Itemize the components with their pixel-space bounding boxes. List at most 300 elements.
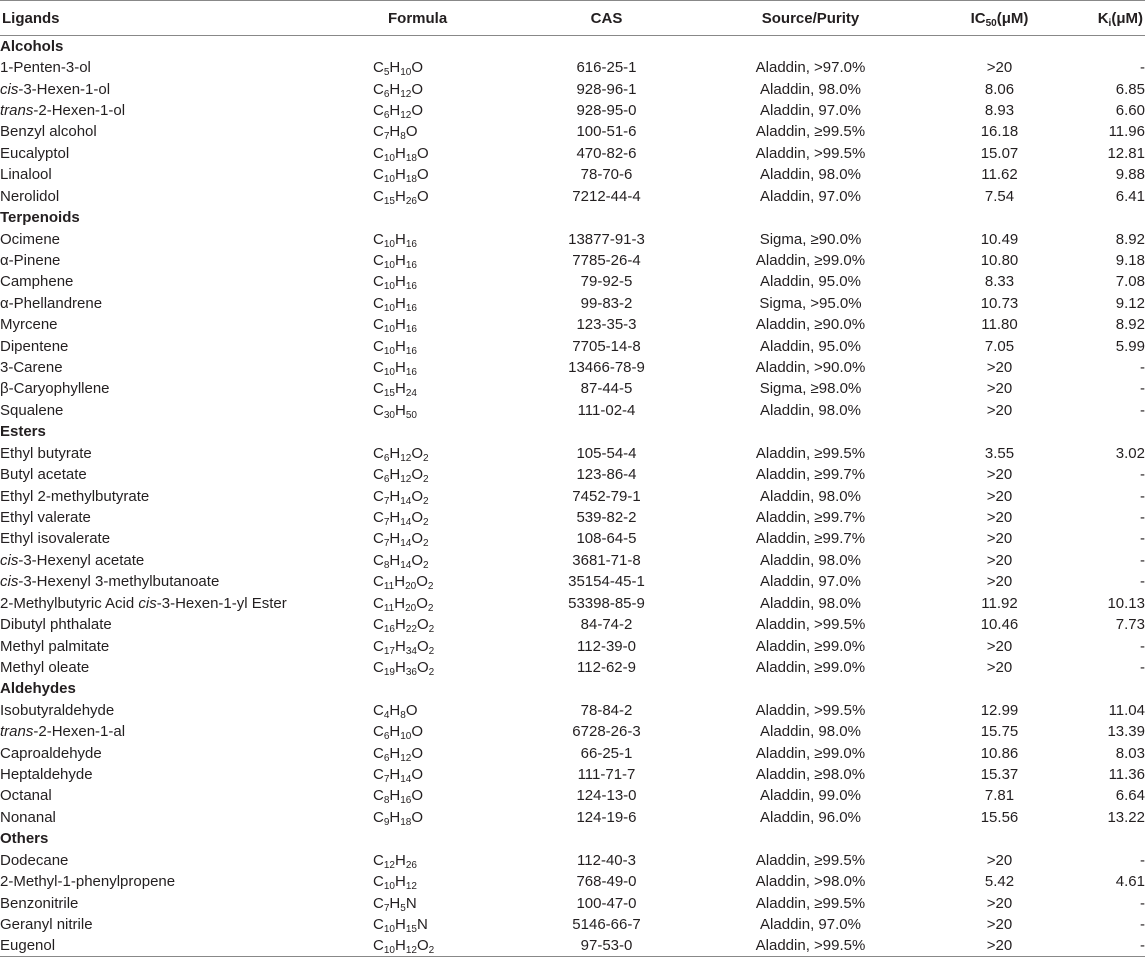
- ligand-prefix: cis: [0, 80, 19, 98]
- ic50-cell: >20: [986, 359, 1013, 377]
- column-header-ic50: [929, 1, 1070, 36]
- ic50-cell: >20: [986, 851, 1013, 869]
- ligand-cell: [0, 443, 373, 464]
- ki-cell: -: [1140, 851, 1145, 869]
- ic50-cell: 8.33: [984, 273, 1015, 291]
- ki-cell: 11.36: [1108, 766, 1145, 784]
- cas-cell: 7785-26-4: [572, 251, 641, 269]
- ic50-cell: >20: [986, 59, 1013, 77]
- ligand-name: -3-Hexen-1-ol: [18, 80, 111, 98]
- formula-subscript: 6: [383, 88, 390, 100]
- cas-cell: 78-70-6: [580, 166, 633, 184]
- table-row: [0, 164, 1145, 185]
- ligand-cell: [0, 271, 373, 292]
- formula-element: C: [373, 701, 384, 719]
- source-purity-cell: Aladdin, 97.0%: [760, 101, 861, 119]
- ic50-cell: >20: [986, 551, 1013, 569]
- formula-cell: [373, 357, 521, 378]
- ligand-cell: [0, 250, 373, 271]
- cas-cell: 928-95-0: [576, 101, 637, 119]
- source-purity-cell: Aladdin, ≥99.5%: [755, 894, 866, 912]
- source-purity-cell: Aladdin, 95.0%: [760, 337, 861, 355]
- formula-element: O: [411, 466, 424, 484]
- formula-element: O: [411, 551, 424, 569]
- ic50-cell: >20: [929, 935, 1070, 956]
- ligand-name: β-Caryophyllene: [0, 380, 110, 398]
- cas-cell: 111-71-7: [577, 766, 636, 784]
- ligand-cell: [0, 185, 373, 206]
- formula-element: C: [373, 359, 384, 377]
- source-purity-cell: Aladdin, ≥99.0%: [755, 658, 866, 676]
- ligand-cell: [0, 314, 373, 335]
- source-purity-cell: Aladdin, 98.0%: [760, 551, 861, 569]
- source-purity-cell: Aladdin, >97.0%: [755, 59, 866, 77]
- ligand-name: Camphene: [0, 273, 74, 291]
- cas-cell: 768-49-0: [576, 873, 637, 891]
- formula-element: H: [389, 80, 401, 98]
- ligand-name: α-Phellandrene: [0, 294, 103, 312]
- cas-cell: 539-82-2: [576, 508, 637, 526]
- table-row: [0, 507, 1145, 528]
- group-label: Esters: [0, 423, 46, 441]
- source-purity-cell: Aladdin, >99.5%: [692, 935, 929, 956]
- source-purity-cell: Aladdin, ≥99.5%: [755, 851, 866, 869]
- formula-subscript: 2: [428, 645, 435, 657]
- ligand-name: -3-Hexen-1-yl Ester: [156, 594, 287, 612]
- ki-cell: -: [1140, 573, 1145, 591]
- formula-subscript: 15: [383, 195, 395, 207]
- ligand-name: Heptaldehyde: [0, 766, 93, 784]
- ligand-cell: [0, 528, 373, 549]
- formula-element: C: [373, 594, 384, 612]
- ic50-cell: >20: [986, 530, 1013, 548]
- table-row: [0, 742, 1145, 763]
- ki-cell: 13.22: [1107, 808, 1145, 826]
- formula-subscript: 26: [405, 195, 417, 207]
- table-row: [0, 464, 1145, 485]
- formula-element: C: [373, 187, 384, 205]
- formula-subscript: 10: [383, 324, 395, 336]
- formula-subscript: 10: [383, 302, 395, 314]
- ic50-cell: 16.18: [980, 123, 1019, 141]
- cas-cell: 108-64-5: [576, 530, 637, 548]
- ligand-cell: [0, 764, 373, 785]
- cas-cell: 66-25-1: [580, 744, 633, 762]
- formula-cell: [373, 100, 521, 121]
- formula-element: C: [373, 573, 384, 591]
- cas-cell: 84-74-2: [580, 616, 633, 634]
- formula-element: C: [373, 230, 384, 248]
- formula-cell: [373, 764, 521, 785]
- formula-element: H: [394, 401, 406, 419]
- ligand-name: Ethyl 2-methylbutyrate: [0, 487, 150, 505]
- formula-subscript: 2: [428, 945, 435, 957]
- formula-element: H: [394, 316, 406, 334]
- formula-cell: [373, 485, 521, 506]
- ki-cell: 5.99: [1115, 337, 1145, 355]
- formula-subscript: 14: [400, 495, 412, 507]
- formula-subscript: 5: [383, 67, 390, 79]
- formula-subscript: 7: [383, 902, 390, 914]
- source-purity-cell: Sigma, ≥90.0%: [759, 230, 862, 248]
- ic50-cell: >20: [986, 894, 1013, 912]
- formula-subscript: 10: [400, 731, 412, 743]
- source-purity-cell: Aladdin, ≥99.7%: [755, 466, 866, 484]
- ligand-name: Ocimene: [0, 230, 61, 248]
- formula-element: O: [416, 187, 429, 205]
- formula-element: O: [411, 508, 424, 526]
- table-row: [0, 228, 1145, 249]
- formula-element: O: [416, 937, 429, 955]
- source-purity-cell: Aladdin, 97.0%: [760, 187, 861, 205]
- cas-cell: 79-92-5: [580, 273, 633, 291]
- ligand-name: Nonanal: [0, 808, 56, 826]
- ligand-prefix: trans: [0, 101, 34, 119]
- formula-element: H: [389, 466, 401, 484]
- formula-subscript: 16: [405, 367, 417, 379]
- ligand-name: Eucalyptol: [0, 144, 70, 162]
- ki-cell: 6.41: [1115, 187, 1145, 205]
- ic50-cell: >20: [986, 401, 1013, 419]
- formula-element: H: [394, 230, 406, 248]
- table-row: [0, 914, 1145, 935]
- formula-subscript: 12: [400, 109, 412, 121]
- ki-cell: -: [1140, 894, 1145, 912]
- column-header-ki: [1070, 1, 1145, 36]
- formula-subscript: 36: [405, 666, 417, 678]
- ligand-cell: [0, 57, 373, 78]
- table-row: [0, 335, 1145, 356]
- ic50-cell: 8.06: [984, 80, 1015, 98]
- table-row: [0, 700, 1145, 721]
- formula-element: C: [373, 723, 384, 741]
- formula-element: O: [411, 59, 424, 77]
- formula-element: H: [389, 787, 401, 805]
- formula-subscript: 8: [383, 559, 390, 571]
- formula-subscript: 6: [383, 109, 390, 121]
- column-header-formula: [373, 1, 521, 36]
- formula-subscript: 10: [383, 924, 395, 935]
- ligand-cell: [0, 550, 373, 571]
- ki-cell: 9.18: [1115, 251, 1145, 269]
- column-header-source-purity: [692, 1, 929, 36]
- cas-cell: 6728-26-3: [572, 723, 641, 741]
- ki-cell: 8.03: [1115, 744, 1145, 762]
- formula-element: O: [411, 723, 424, 741]
- formula-element: H: [389, 444, 401, 462]
- formula-cell: [373, 378, 521, 399]
- cas-cell: 470-82-6: [576, 144, 637, 162]
- cas-cell: 99-83-2: [580, 294, 633, 312]
- ligand-name: Myrcene: [0, 316, 58, 334]
- formula-subscript: 2: [427, 581, 434, 593]
- formula-element: H: [394, 380, 406, 398]
- formula-cell: [373, 57, 521, 78]
- formula-element: O: [405, 123, 418, 141]
- ligand-cell: [0, 657, 373, 678]
- formula-element: H: [394, 294, 406, 312]
- formula-element: O: [411, 487, 424, 505]
- table-row: [0, 185, 1145, 206]
- formula-element: H: [394, 937, 406, 955]
- formula-element: C: [373, 444, 384, 462]
- cas-cell: 124-19-6: [576, 808, 637, 826]
- source-purity-cell: Aladdin, 98.0%: [760, 80, 861, 98]
- ic50-cell: 10.80: [980, 251, 1019, 269]
- formula-subscript: 10: [383, 345, 395, 357]
- ligand-name: Benzonitrile: [0, 894, 79, 912]
- formula-cell: [373, 78, 521, 99]
- table-row: [0, 721, 1145, 742]
- subscript: 50: [985, 17, 997, 29]
- cas-cell: 112-40-3: [577, 851, 636, 869]
- ki-cell: -: [1070, 935, 1145, 956]
- header-text: IC: [970, 9, 986, 27]
- column-header-cas: [521, 1, 692, 36]
- ligand-cell: [0, 78, 373, 99]
- formula-element: H: [389, 123, 401, 141]
- source-purity-cell: Aladdin, 98.0%: [760, 487, 861, 505]
- ligand-name: Geranyl nitrile: [0, 916, 93, 933]
- ligand-cell: [0, 357, 373, 378]
- source-purity-cell: Aladdin, >99.5%: [755, 701, 866, 719]
- formula-element: C: [373, 123, 384, 141]
- formula-subscript: 19: [383, 666, 395, 678]
- ligand-prefix: cis: [0, 573, 19, 591]
- formula-element: H: [389, 551, 401, 569]
- ki-cell: -: [1140, 508, 1145, 526]
- ligand-cell: [0, 614, 373, 635]
- source-purity-cell: Aladdin, >98.0%: [755, 873, 866, 891]
- formula-element: O: [416, 573, 428, 591]
- table-row: [0, 378, 1145, 399]
- formula-subscript: 20: [405, 581, 417, 593]
- table-row: [0, 657, 1145, 678]
- formula-element: C: [373, 808, 384, 826]
- source-purity-cell: Aladdin, 97.0%: [760, 573, 861, 591]
- ligand-name: -2-Hexen-1-ol: [33, 101, 126, 119]
- ligand-name: Butyl acetate: [0, 466, 87, 484]
- formula-subscript: 7: [383, 495, 390, 507]
- ligand-cell: [0, 850, 373, 871]
- cas-cell: 124-13-0: [576, 787, 637, 805]
- ligand-cell: [0, 892, 373, 913]
- formula-element: C: [373, 873, 384, 891]
- ligand-cell: [0, 785, 373, 806]
- formula-subscript: 2: [423, 474, 429, 486]
- formula-subscript: 12: [400, 452, 412, 464]
- formula-element: N: [405, 894, 417, 912]
- formula-element: H: [394, 337, 406, 355]
- table-row: [0, 614, 1145, 635]
- ic50-cell: >20: [986, 487, 1013, 505]
- cas-cell: 112-39-0: [577, 637, 636, 655]
- ic50-cell: >20: [986, 916, 1013, 933]
- formula-subscript: 7: [383, 516, 390, 528]
- ki-cell: 12.81: [1107, 144, 1145, 162]
- formula-element: C: [373, 80, 384, 98]
- header-text: Source/Purity: [761, 9, 860, 27]
- formula-subscript: 11: [383, 602, 395, 614]
- ki-cell: 9.88: [1115, 166, 1145, 184]
- formula-cell: [373, 528, 521, 549]
- group-row: [0, 678, 1145, 699]
- formula-subscript: 10: [383, 259, 395, 271]
- ligand-name: Benzyl alcohol: [0, 123, 97, 141]
- cas-cell: 53398-85-9: [568, 594, 645, 612]
- ki-cell: 6.60: [1115, 101, 1145, 119]
- source-purity-cell: Aladdin, ≥99.7%: [755, 530, 866, 548]
- formula-element: H: [394, 637, 406, 655]
- formula-element: O: [416, 658, 429, 676]
- ic50-cell: >20: [986, 637, 1013, 655]
- ligand-prefix: cis: [0, 551, 19, 569]
- formula-subscript: 24: [405, 388, 417, 400]
- formula-cell: [373, 592, 521, 613]
- ic50-cell: 15.75: [980, 723, 1019, 741]
- ligand-name: Octanal: [0, 787, 52, 805]
- ic50-cell: 5.42: [984, 873, 1015, 891]
- ki-cell: 8.92: [1115, 316, 1145, 334]
- ki-cell: 4.61: [1115, 873, 1145, 891]
- formula-subscript: 16: [405, 238, 417, 250]
- ligand-name: -3-Hexenyl 3-methylbutanoate: [18, 573, 220, 591]
- formula-cell: [373, 507, 521, 528]
- ligand-cell: [0, 700, 373, 721]
- formula-cell: [373, 657, 521, 678]
- formula-cell: [373, 185, 521, 206]
- formula-element: C: [373, 337, 384, 355]
- formula-element: H: [394, 166, 406, 184]
- formula-element: H: [394, 873, 406, 891]
- ic50-cell: 10.86: [980, 744, 1019, 762]
- formula-subscript: 17: [383, 645, 395, 657]
- formula-element: H: [389, 487, 401, 505]
- formula-cell: [373, 443, 521, 464]
- formula-subscript: 11: [383, 581, 395, 593]
- ki-cell: -: [1140, 487, 1145, 505]
- formula-element: O: [411, 787, 424, 805]
- formula-cell: [373, 314, 521, 335]
- formula-cell: [373, 550, 521, 571]
- formula-element: H: [389, 701, 401, 719]
- ic50-cell: 15.07: [980, 144, 1019, 162]
- ic50-cell: >20: [986, 658, 1013, 676]
- formula-cell: [373, 228, 521, 249]
- formula-subscript: 12: [383, 859, 395, 871]
- formula-subscript: 12: [400, 474, 412, 486]
- formula-subscript: 10: [383, 238, 395, 250]
- formula-subscript: 16: [400, 795, 412, 807]
- formula-element: C: [373, 59, 384, 77]
- source-purity-cell: Aladdin, ≥99.0%: [755, 251, 866, 269]
- cas-cell: 78-84-2: [580, 701, 633, 719]
- group-label: Aldehydes: [0, 680, 76, 698]
- group-row: [0, 36, 1145, 57]
- ki-cell: 13.39: [1107, 723, 1145, 741]
- source-purity-cell: Aladdin, 98.0%: [760, 166, 861, 184]
- cas-cell: 13466-78-9: [568, 359, 645, 377]
- formula-element: C: [373, 101, 384, 119]
- formula-subscript: 10: [383, 945, 395, 957]
- table-row: [0, 550, 1145, 571]
- formula-element: H: [389, 894, 401, 912]
- cas-cell: 13877-91-3: [568, 230, 645, 248]
- ligand-name: Ethyl isovalerate: [0, 530, 111, 548]
- source-purity-cell: Aladdin, ≥99.5%: [755, 123, 866, 141]
- formula-subscript: 4: [383, 709, 390, 721]
- formula-element: H: [394, 851, 406, 869]
- ligand-name: 3-Carene: [0, 359, 63, 377]
- source-purity-cell: Aladdin, 97.0%: [760, 916, 861, 933]
- formula-subscript: 8: [400, 131, 406, 143]
- formula-subscript: 8: [400, 709, 406, 721]
- ligand-name: Caproaldehyde: [0, 744, 102, 762]
- ligand-name: α-Pinene: [0, 251, 61, 269]
- formula-subscript: 6: [383, 731, 390, 743]
- ligand-cell: [0, 378, 373, 399]
- table-row: [0, 400, 1145, 421]
- ligand-cell: [0, 721, 373, 742]
- formula-subscript: 26: [405, 859, 417, 871]
- source-purity-cell: Sigma, ≥98.0%: [759, 380, 862, 398]
- formula-subscript: 2: [423, 452, 429, 464]
- source-purity-cell: Sigma, >95.0%: [759, 294, 862, 312]
- table-row: [0, 764, 1145, 785]
- ligand-cell: [0, 592, 373, 613]
- formula-subscript: 2: [427, 602, 434, 614]
- formula-element: H: [389, 101, 401, 119]
- ligand-cell: [0, 742, 373, 763]
- source-purity-cell: Aladdin, ≥99.0%: [755, 744, 866, 762]
- formula-subscript: 18: [400, 816, 412, 828]
- source-purity-cell: Aladdin, ≥90.0%: [755, 316, 866, 334]
- ligand-cell: [0, 485, 373, 506]
- formula-cell: [373, 721, 521, 742]
- formula-subscript: 16: [405, 345, 417, 357]
- cas-cell: 105-54-4: [576, 444, 637, 462]
- ki-cell: 11.96: [1108, 123, 1145, 141]
- formula-cell: [373, 464, 521, 485]
- formula-element: H: [394, 616, 406, 634]
- ligand-name: Dipentene: [0, 337, 69, 355]
- ki-cell: -: [1140, 658, 1145, 676]
- ic50-cell: 7.81: [984, 787, 1015, 805]
- formula-element: C: [373, 937, 384, 955]
- header-row: [0, 1, 1145, 36]
- ligand-name: Dibutyl phthalate: [0, 616, 112, 634]
- formula-cell: [373, 335, 521, 356]
- formula-element: C: [373, 487, 384, 505]
- formula-cell: [373, 614, 521, 635]
- formula-element: H: [394, 359, 406, 377]
- ic50-cell: 11.62: [981, 166, 1018, 184]
- ki-cell: 3.02: [1115, 444, 1145, 462]
- ligand-cell: [0, 400, 373, 421]
- ligand-cell: [0, 293, 373, 314]
- table-row: [0, 850, 1145, 871]
- formula-subscript: 16: [405, 281, 417, 293]
- source-purity-cell: Aladdin, 98.0%: [760, 401, 861, 419]
- formula-element: C: [373, 273, 384, 291]
- header-text: Formula: [388, 9, 448, 27]
- formula-subscript: 12: [405, 881, 417, 893]
- ki-cell: -: [1140, 359, 1145, 377]
- ligand-name: Methyl palmitate: [0, 637, 110, 655]
- formula-element: N: [416, 916, 428, 933]
- ic50-cell: >20: [986, 380, 1013, 398]
- table-row: [0, 100, 1145, 121]
